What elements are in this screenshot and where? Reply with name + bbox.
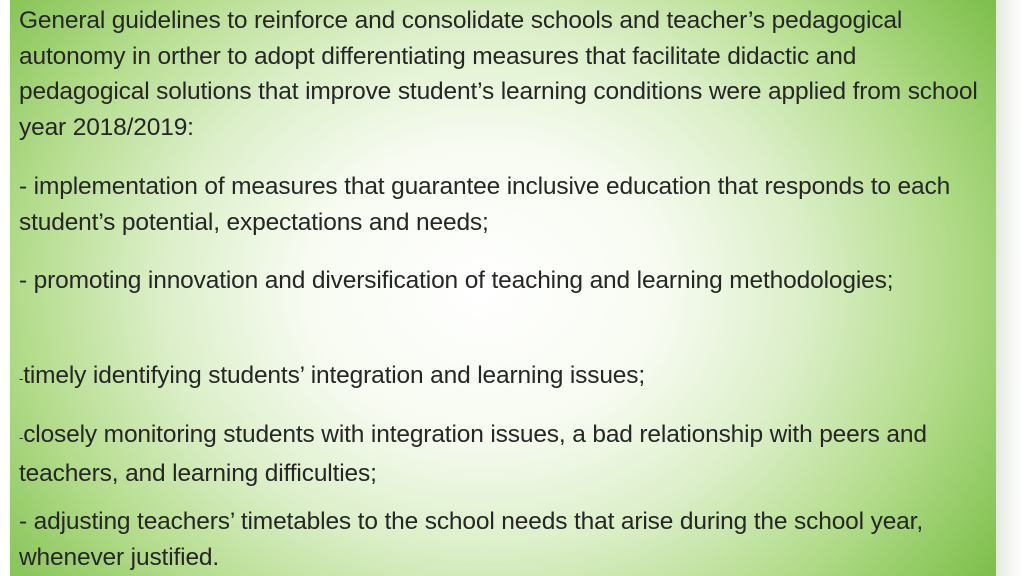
guideline-item-identifying-issues <box>19 358 989 397</box>
item-text: closely monitoring students with integration issues, a bad relationship with peers and teachers, and learning difficulties; <box>19 421 927 487</box>
item-dash: - <box>19 371 24 386</box>
item-dash: - <box>19 430 24 445</box>
intro-paragraph: General guidelines to reinforce and consolidate schools and teacher’s pedagogical autonomy in orther to adopt differentiating measures that facilitate didactic and pedagogical solutions that improve student’s learning conditions were applied from school year 2018/2019: <box>19 7 978 141</box>
panel-edge-shadow <box>996 0 1024 576</box>
item-dash: - <box>19 508 34 535</box>
guideline-item-monitoring-students <box>19 417 989 491</box>
item-text: promoting innovation and diversification of teaching and learning methodologies; <box>33 267 894 294</box>
item-text: implementation of measures that guarantee inclusive education that responds to each student’s potential, expectations and needs; <box>19 173 951 236</box>
item-dash: - <box>19 173 34 200</box>
item-text: timely identifying students’ integration and learning issues; <box>23 362 646 389</box>
item-dash: - <box>19 267 34 294</box>
guideline-item-innovation <box>19 263 989 299</box>
guideline-item-inclusive-education <box>19 169 994 240</box>
guideline-item-adjusting-timetables <box>19 504 994 575</box>
item-text: adjusting teachers’ timetables to the school needs that arise during the school year, whenever justified. <box>19 508 923 571</box>
